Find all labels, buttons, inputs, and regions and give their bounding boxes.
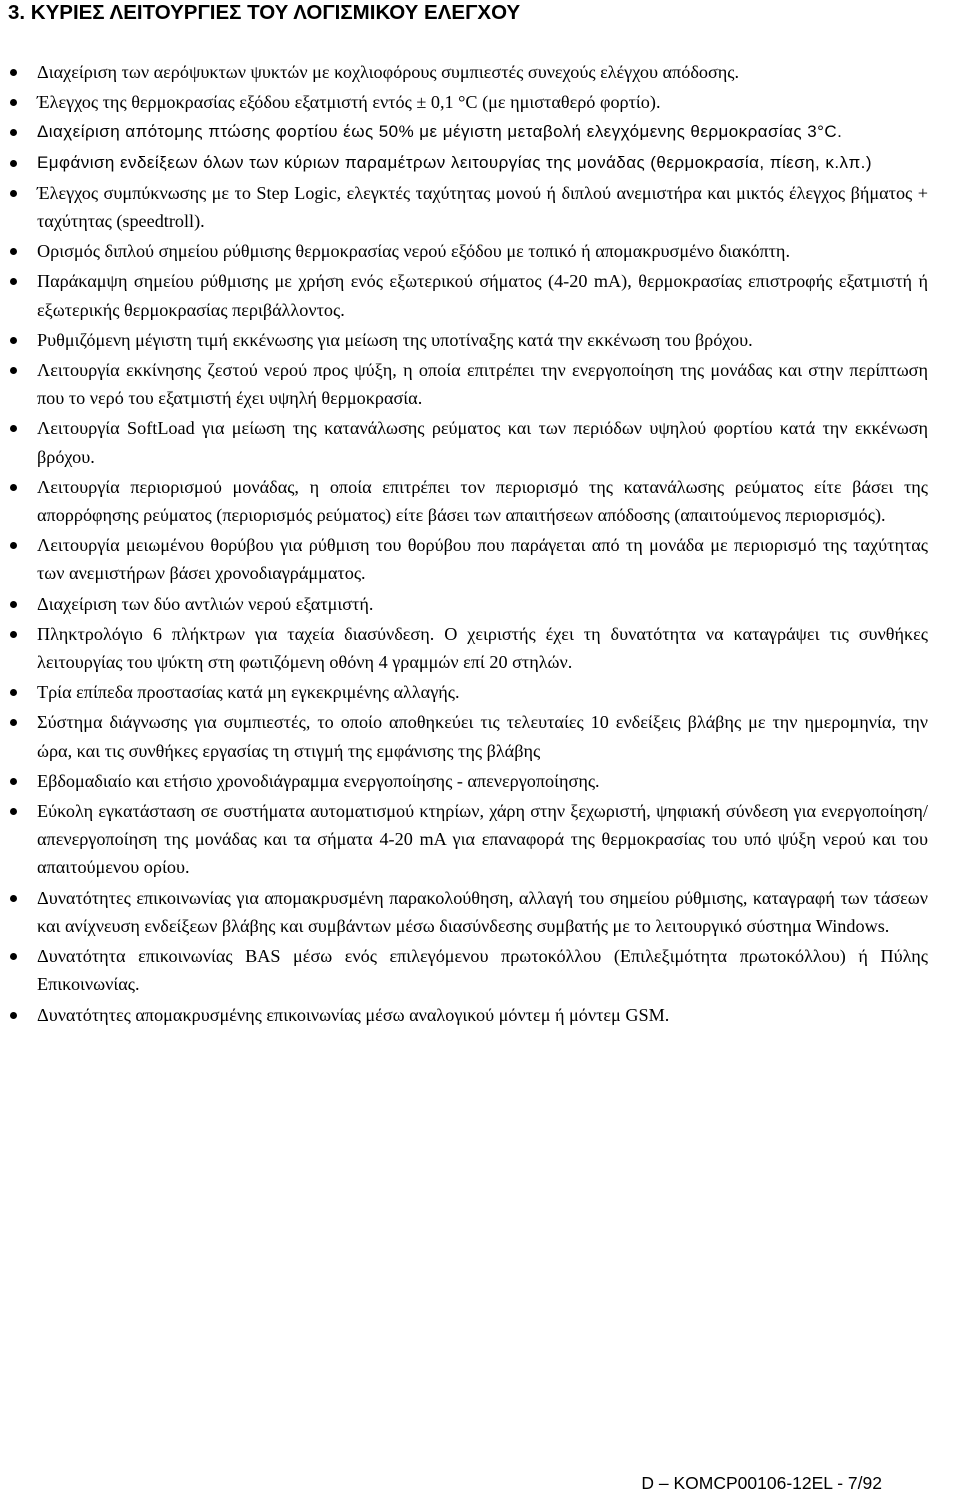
list-item-text: Ρυθμιζόμενη μέγιστη τιμή εκκένωσης για μείωση της υποτίναξης κατά την εκκένωση του βρόχου.	[37, 329, 753, 350]
list-item	[0, 797, 928, 882]
list-item	[0, 620, 928, 676]
list-item-text: Παράκαμψη σημείου ρύθμισης με χρήση ενός εξωτερικού σήματος (4-20 mA), θερμοκρασίας επιστροφής εξατμιστή ή εξωτερικής θερμοκρασίας περιβάλλοντος.	[37, 271, 928, 320]
list-item	[0, 414, 928, 470]
bullet-icon	[10, 719, 17, 726]
list-item	[0, 708, 928, 764]
bullet-icon	[10, 1012, 17, 1019]
list-item-text: Εύκολη εγκατάσταση σε συστήματα αυτοματισμού κτηρίων, χάρη στην ξεχωριστή, ψηφιακή σύνδεση για ενεργοποίηση/απενεργοποίηση της μονάδας και τα σήματα 4-20 mA για επαναφορά της θερμοκρασίας του υπό ψύξη νερού και του απαιτούμενου ορίου.	[37, 801, 928, 878]
bullet-icon	[10, 129, 17, 136]
list-item-text: Διαχείριση των δύο αντλιών νερού εξατμιστή.	[37, 593, 374, 614]
list-item-text: Λειτουργία SoftLoad για μείωση της κατανάλωσης ρεύματος και των περιόδων υψηλού φορτίου κατά την εκκένωση βρόχου.	[37, 418, 928, 467]
list-item	[0, 149, 928, 177]
list-item	[0, 267, 928, 323]
list-item	[0, 88, 928, 116]
list-item	[0, 1001, 928, 1029]
bullet-icon	[10, 278, 17, 285]
list-item-text: Δυνατότητα επικοινωνίας BAS μέσω ενός επιλεγόμενου πρωτοκόλλου (Επιλεξιμότητα πρωτοκόλλου) ή Πύλης Επικοινωνίας.	[37, 946, 928, 995]
bullet-icon	[10, 248, 17, 255]
bullet-icon	[10, 190, 17, 197]
list-item	[0, 473, 928, 529]
bullet-icon	[10, 689, 17, 696]
list-item-text: Διαχείριση των αερόψυκτων ψυκτών με κοχλιοφόρους συμπιεστές συνεχούς ελέγχου απόδοσης.	[37, 62, 740, 82]
list-item	[0, 678, 928, 706]
list-item	[0, 531, 928, 587]
list-item-text: Έλεγχος συμπύκνωσης με το Step Logic, ελεγκτές ταχύτητας μονού ή διπλού ανεμιστήρα και μικτός έλεγχος βήματος + ταχύτητας (speedtroll).	[37, 182, 928, 232]
list-item	[0, 590, 928, 618]
list-item-text: Δυνατότητες επικοινωνίας για απομακρυσμένη παρακολούθηση, αλλαγή του σημείου ρύθμισης, καταγραφή των τάσεων και ανίχνευση ενδείξεων βλάβης και συμβάντων μέσω διασύνδεσης συμβατής με το λειτουργικό σύστημα Windows.	[37, 887, 928, 936]
bullet-icon	[10, 425, 17, 432]
list-item-text: Λειτουργία περιορισμού μονάδας, η οποία επιτρέπει τον περιορισμό της κατανάλωσης ρεύματος είτε βάσει της απορρόφησης ρεύματος (περιορισμός ρεύματος) είτε βάσει των απαιτήσεων απόδοσης (απαιτούμενος περιορισμός).	[37, 476, 928, 526]
bullet-icon	[10, 160, 17, 167]
list-item-text: Ορισμός διπλού σημείου ρύθμισης θερμοκρασίας νερού εξόδου με τοπικό ή απομακρυσμένο διακόπτη.	[37, 241, 790, 262]
bullet-icon	[10, 601, 17, 608]
list-item-text: Εμφάνιση ενδείξεων όλων των κύριων παραμέτρων λειτουργίας της μονάδας (θερμοκρασία, πίεση, κ.λπ.)	[37, 152, 872, 172]
bullet-icon	[10, 484, 17, 491]
list-item-text: Έλεγχος της θερμοκρασίας εξόδου εξατμιστή εντός ± 0,1 °C (με ημισταθερό φορτίο).	[37, 92, 661, 113]
list-item	[0, 58, 928, 86]
bullet-icon	[10, 337, 17, 344]
list-item-text: Διαχείριση απότομης πτώσης φορτίου έως 50% με μέγιστη μεταβολή ελεγχόμενης θερμοκρασίας 3°C.	[37, 122, 843, 142]
list-item	[0, 767, 928, 795]
page-footer: D – KOMCP00106-12EL - 7/92	[641, 1473, 882, 1493]
bullet-icon	[10, 778, 17, 785]
list-item	[0, 237, 928, 265]
list-item-text: Σύστημα διάγνωσης για συμπιεστές, το οποίο αποθηκεύει τις τελευταίες 10 ενδείξεις βλάβης με την ημερομηνία, την ώρα, και τις συνθήκες εργασίας τη στιγμή της εμφάνισης της βλάβης	[37, 712, 928, 761]
list-item	[0, 179, 928, 235]
list-item	[0, 118, 928, 146]
list-item-text: Τρία επίπεδα προστασίας κατά μη εγκεκριμένης αλλαγής.	[37, 682, 460, 703]
list-item	[0, 326, 928, 354]
section-heading: 3. ΚΥΡΙΕΣ ΛΕΙΤΟΥΡΓΙΕΣ ΤΟΥ ΛΟΓΙΣΜΙΚΟΥ ΕΛΕΓΧΟΥ	[8, 1, 521, 24]
list-item-text: Λειτουργία μειωμένου θορύβου για ρύθμιση του θορύβου που παράγεται από τη μονάδα με περιορισμό της ταχύτητας των ανεμιστήρων βάσει χρονοδιαγράμματος.	[37, 535, 928, 584]
bullet-icon	[10, 895, 17, 902]
list-item-text: Εβδομαδιαίο και ετήσιο χρονοδιάγραμμα ενεργοποίησης - απενεργοποίησης.	[37, 770, 600, 791]
list-item	[0, 356, 928, 412]
list-item-text: Λειτουργία εκκίνησης ζεστού νερού προς ψύξη, η οποία επιτρέπει την ενεργοποίηση της μονάδας και στην περίπτωση που το νερό του εξατμιστή έχει υψηλή θερμοκρασία.	[37, 360, 928, 409]
bullet-icon	[10, 69, 17, 76]
list-item	[0, 942, 928, 998]
bullet-icon	[10, 808, 17, 815]
bullet-icon	[10, 542, 17, 549]
list-item-text: Πληκτρολόγιο 6 πλήκτρων για ταχεία διασύνδεση. Ο χειριστής έχει τη δυνατότητα να καταγράψει τις συνθήκες λειτουργίας του ψύκτη στη φωτιζόμενη οθόνη 4 γραμμών επί 20 στηλών.	[37, 623, 928, 673]
list-item-text: Δυνατότητες απομακρυσμένης επικοινωνίας μέσω αναλογικού μόντεμ ή μόντεμ GSM.	[37, 1004, 670, 1025]
bullet-icon	[10, 99, 17, 106]
bullet-icon	[10, 953, 17, 960]
bullet-icon	[10, 367, 17, 374]
list-item	[0, 884, 928, 940]
bullet-icon	[10, 631, 17, 638]
feature-list	[0, 58, 960, 1031]
